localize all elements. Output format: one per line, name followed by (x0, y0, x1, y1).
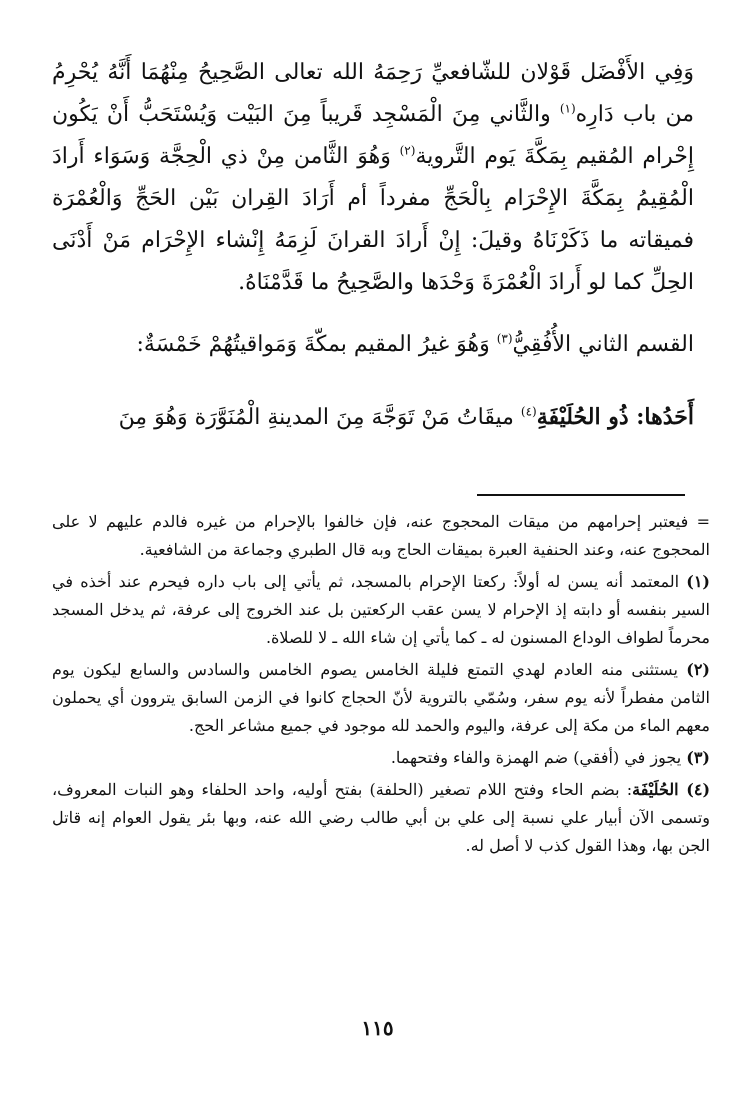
page-number: ١١٥ (361, 1016, 394, 1040)
footnote-term: الحُلَيْفَة (632, 780, 687, 799)
footnote-1 (52, 568, 710, 652)
footnote-text: يستثنى منه العادم لهدي التمتع فليلة الخامس يصوم الخامس والسادس والسابع ليكون يوم الثامن مفطراً لأنه يوم سفر، وسُمّي بالتروية لأنّ الحجاج كانوا في الزمن السابق يتروون أي يحملون معهم الماء من مكة إلى عرفة، واليوم والحمد لله موجود في جميع مشاعر الحج. (52, 660, 710, 735)
footnote-3 (52, 744, 710, 772)
heading-text: وَهُوَ غيرُ المقيم بمكّةَ وَمَواقيتُهُمْ خَمْسَةٌ: (136, 332, 497, 357)
footnote-2 (52, 656, 710, 740)
footnote-text: المعتمد أنه يسن له أولاً: ركعتا الإحرام بالمسجد، ثم يأتي إلى باب داره فيحرم عند أخذه في السير بنفسه أو دابته إذ الإحرام لا يسن عقب الركعتين بل عند الخروج إلى عرفة، ثم يدخل المسجد محرماً لطواف الوداع المسنون له ـ كما يأتي إن شاء الله ـ لا للصلاة. (52, 572, 710, 647)
footnote-ref-2: (٢) (399, 143, 416, 158)
footnote-ref-1: (١) (559, 101, 576, 116)
paragraph-ihram-from-home (52, 52, 694, 304)
heading-text: القسم الثاني الأُفُقِيُّ (512, 332, 694, 357)
footnotes-block (52, 508, 710, 864)
footnote-number: (٣) (686, 748, 710, 767)
footnote-text: : بضم الحاء وفتح اللام تصغير (الحلفة) بفتح أوليه، واحد الحلفاء وهو النبات المعروف، وتسمى الآن أبيار علي نسبة إلى علي بن أبي طالب رضي الله عنه، وبها بئر يقول العوام إنه قاتل الجن بها، وهذا القول كذب لا أصل له. (52, 780, 710, 855)
paragraph-text: وَهُوَ الثَّامن مِنْ ذي الْحِجَّة وَسَوَاء أَرادَ الْمُقِيمُ بِمَكَّةَ الإِحْرَام بِالْحَجِّ مفرداً أم أَرَادَ القِران بَيْن الحَجِّ وَالْعُمْرَة فميقاته ما ذَكَرْنَاهُ وقيلَ: إِنْ أَرادَ القرانَ لَزِمَهُ إِنْشاء الإِحْرَام مَنْ أَدْنَى الحِلِّ كما لو أَرادَ الْعُمْرَةَ وَحْدَها والصَّحِيحُ ما قَدَّمْنَاهُ. (52, 144, 694, 295)
footnote-ref-4: (٤) (520, 404, 537, 419)
first-miqat-label: أَحَدُها: ذُو الحُلَيْفَةِ (536, 404, 694, 430)
main-text-block (52, 52, 694, 439)
section-heading-second-category (52, 324, 694, 366)
paragraph-text: وَفِي الأَفْضَل قَوْلان للشّافعيِّ رَحِمَهُ الله تعالى الصَّحِيحُ مِنْهُمَا أَنَّهُ يُحْرِمُ من باب دَارِه (52, 60, 694, 127)
footnote-number: (٢) (686, 660, 710, 679)
footnote-4 (52, 776, 710, 860)
footnote-number: (١) (686, 572, 710, 591)
footnote-continuation: = فيعتبر إحرامهم من ميقات المحجوج عنه، فإن خالفوا بالإحرام من غيره فالدم عليهم لا على المحجوج عنه، وعند الحنفية العبرة بميقات الحاج وبه قال الطبري وجماعة من الشافعية. (52, 512, 711, 559)
footnote-divider (477, 494, 685, 496)
paragraph-text: والثَّاني مِنَ الْمَسْجِد قَريباً مِنَ البَيْت وَيُسْتَحَبُّ أَنْ يَكُون إِحْرام المُقيم بِمَكَّةَ يَوم التَّروية (52, 102, 694, 169)
paragraph-text: ميقَاتُ مَنْ تَوَجَّهَ مِنَ المدينةِ الْمُنَوَّرَة وَهُوَ مِنَ (118, 405, 521, 430)
footnote-text: يجوز في (أفقي) ضم الهمزة والفاء وفتحهما. (390, 748, 687, 767)
footnote-ref-3: (٣) (496, 331, 513, 346)
footnote-number: (٤) (686, 780, 711, 799)
paragraph-first-miqat (52, 396, 694, 439)
